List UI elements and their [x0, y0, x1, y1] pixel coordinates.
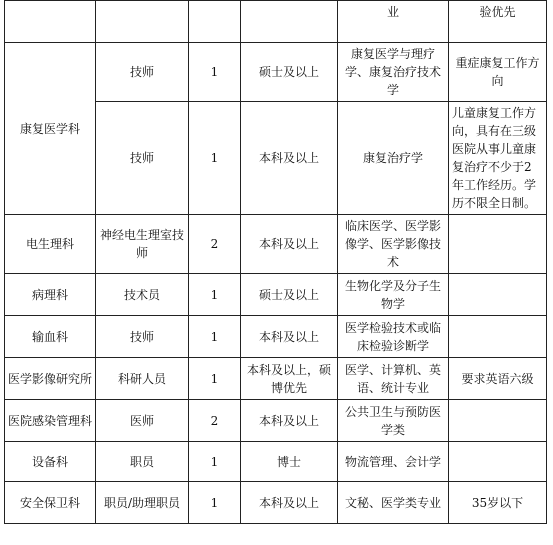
- dept-cell: 康复医学科: [5, 43, 96, 215]
- count-cell: 1: [189, 102, 241, 215]
- post-cell: 技师: [96, 316, 189, 358]
- major-cell: 公共卫生与预防医学类: [338, 400, 449, 442]
- dept-cell: 医学影像研究所: [5, 358, 96, 400]
- count-cell: 1: [189, 442, 241, 482]
- major-cell: 医学检验技术或临床检验诊断学: [338, 316, 449, 358]
- requirement-cell: 要求英语六级: [449, 358, 547, 400]
- count-cell: 1: [189, 274, 241, 316]
- requirement-cell: [449, 316, 547, 358]
- post-cell: 技术员: [96, 274, 189, 316]
- education-cell: 硕士及以上: [241, 274, 338, 316]
- table-row: [5, 1, 547, 43]
- dept-cell: 输血科: [5, 316, 96, 358]
- count-cell: 1: [189, 316, 241, 358]
- post-cell: 职员: [96, 442, 189, 482]
- major-cell: 文秘、医学类专业: [338, 482, 449, 524]
- header-cell: [241, 1, 338, 43]
- count-cell: 1: [189, 43, 241, 102]
- table-row: [5, 43, 547, 102]
- header-cell: 业: [338, 1, 449, 43]
- requirement-cell: [449, 442, 547, 482]
- education-cell: 本科及以上: [241, 482, 338, 524]
- education-cell: 硕士及以上: [241, 43, 338, 102]
- requirement-cell: 儿童康复工作方向，具有在三级医院从事儿童康复治疗不少于2年工作经历。学历不限全日制。: [449, 102, 547, 215]
- education-cell: 本科及以上: [241, 215, 338, 274]
- dept-cell: 设备科: [5, 442, 96, 482]
- education-cell: 本科及以上，硕博优先: [241, 358, 338, 400]
- post-cell: 神经电生理室技师: [96, 215, 189, 274]
- table-row: [5, 316, 547, 358]
- table-row: [5, 358, 547, 400]
- post-cell: 技师: [96, 43, 189, 102]
- major-cell: 康复治疗学: [338, 102, 449, 215]
- dept-cell: 病理科: [5, 274, 96, 316]
- major-cell: 康复医学与理疗学、康复治疗技术学: [338, 43, 449, 102]
- header-cell: [96, 1, 189, 43]
- major-cell: 临床医学、医学影像学、医学影像技术: [338, 215, 449, 274]
- header-cell: 验优先: [449, 1, 547, 43]
- count-cell: 1: [189, 358, 241, 400]
- table-row: [5, 274, 547, 316]
- table-row: [5, 482, 547, 524]
- major-cell: 医学、计算机、英语、统计专业: [338, 358, 449, 400]
- major-cell: 生物化学及分子生物学: [338, 274, 449, 316]
- count-cell: 1: [189, 482, 241, 524]
- requirement-cell: [449, 274, 547, 316]
- requirement-cell: 重症康复工作方向: [449, 43, 547, 102]
- header-cell: [189, 1, 241, 43]
- post-cell: 技师: [96, 102, 189, 215]
- major-cell: 物流管理、会计学: [338, 442, 449, 482]
- education-cell: 本科及以上: [241, 316, 338, 358]
- post-cell: 科研人员: [96, 358, 189, 400]
- header-cell: [5, 1, 96, 43]
- education-cell: 博士: [241, 442, 338, 482]
- count-cell: 2: [189, 400, 241, 442]
- table-row: [5, 400, 547, 442]
- post-cell: 职员/助理职员: [96, 482, 189, 524]
- dept-cell: 电生理科: [5, 215, 96, 274]
- education-cell: 本科及以上: [241, 400, 338, 442]
- requirement-cell: [449, 215, 547, 274]
- dept-cell: 医院感染管理科: [5, 400, 96, 442]
- table-row: [5, 215, 547, 274]
- count-cell: 2: [189, 215, 241, 274]
- education-cell: 本科及以上: [241, 102, 338, 215]
- requirement-cell: [449, 400, 547, 442]
- recruitment-table: [4, 0, 547, 524]
- requirement-cell: 35岁以下: [449, 482, 547, 524]
- post-cell: 医师: [96, 400, 189, 442]
- table-row: [5, 442, 547, 482]
- dept-cell: 安全保卫科: [5, 482, 96, 524]
